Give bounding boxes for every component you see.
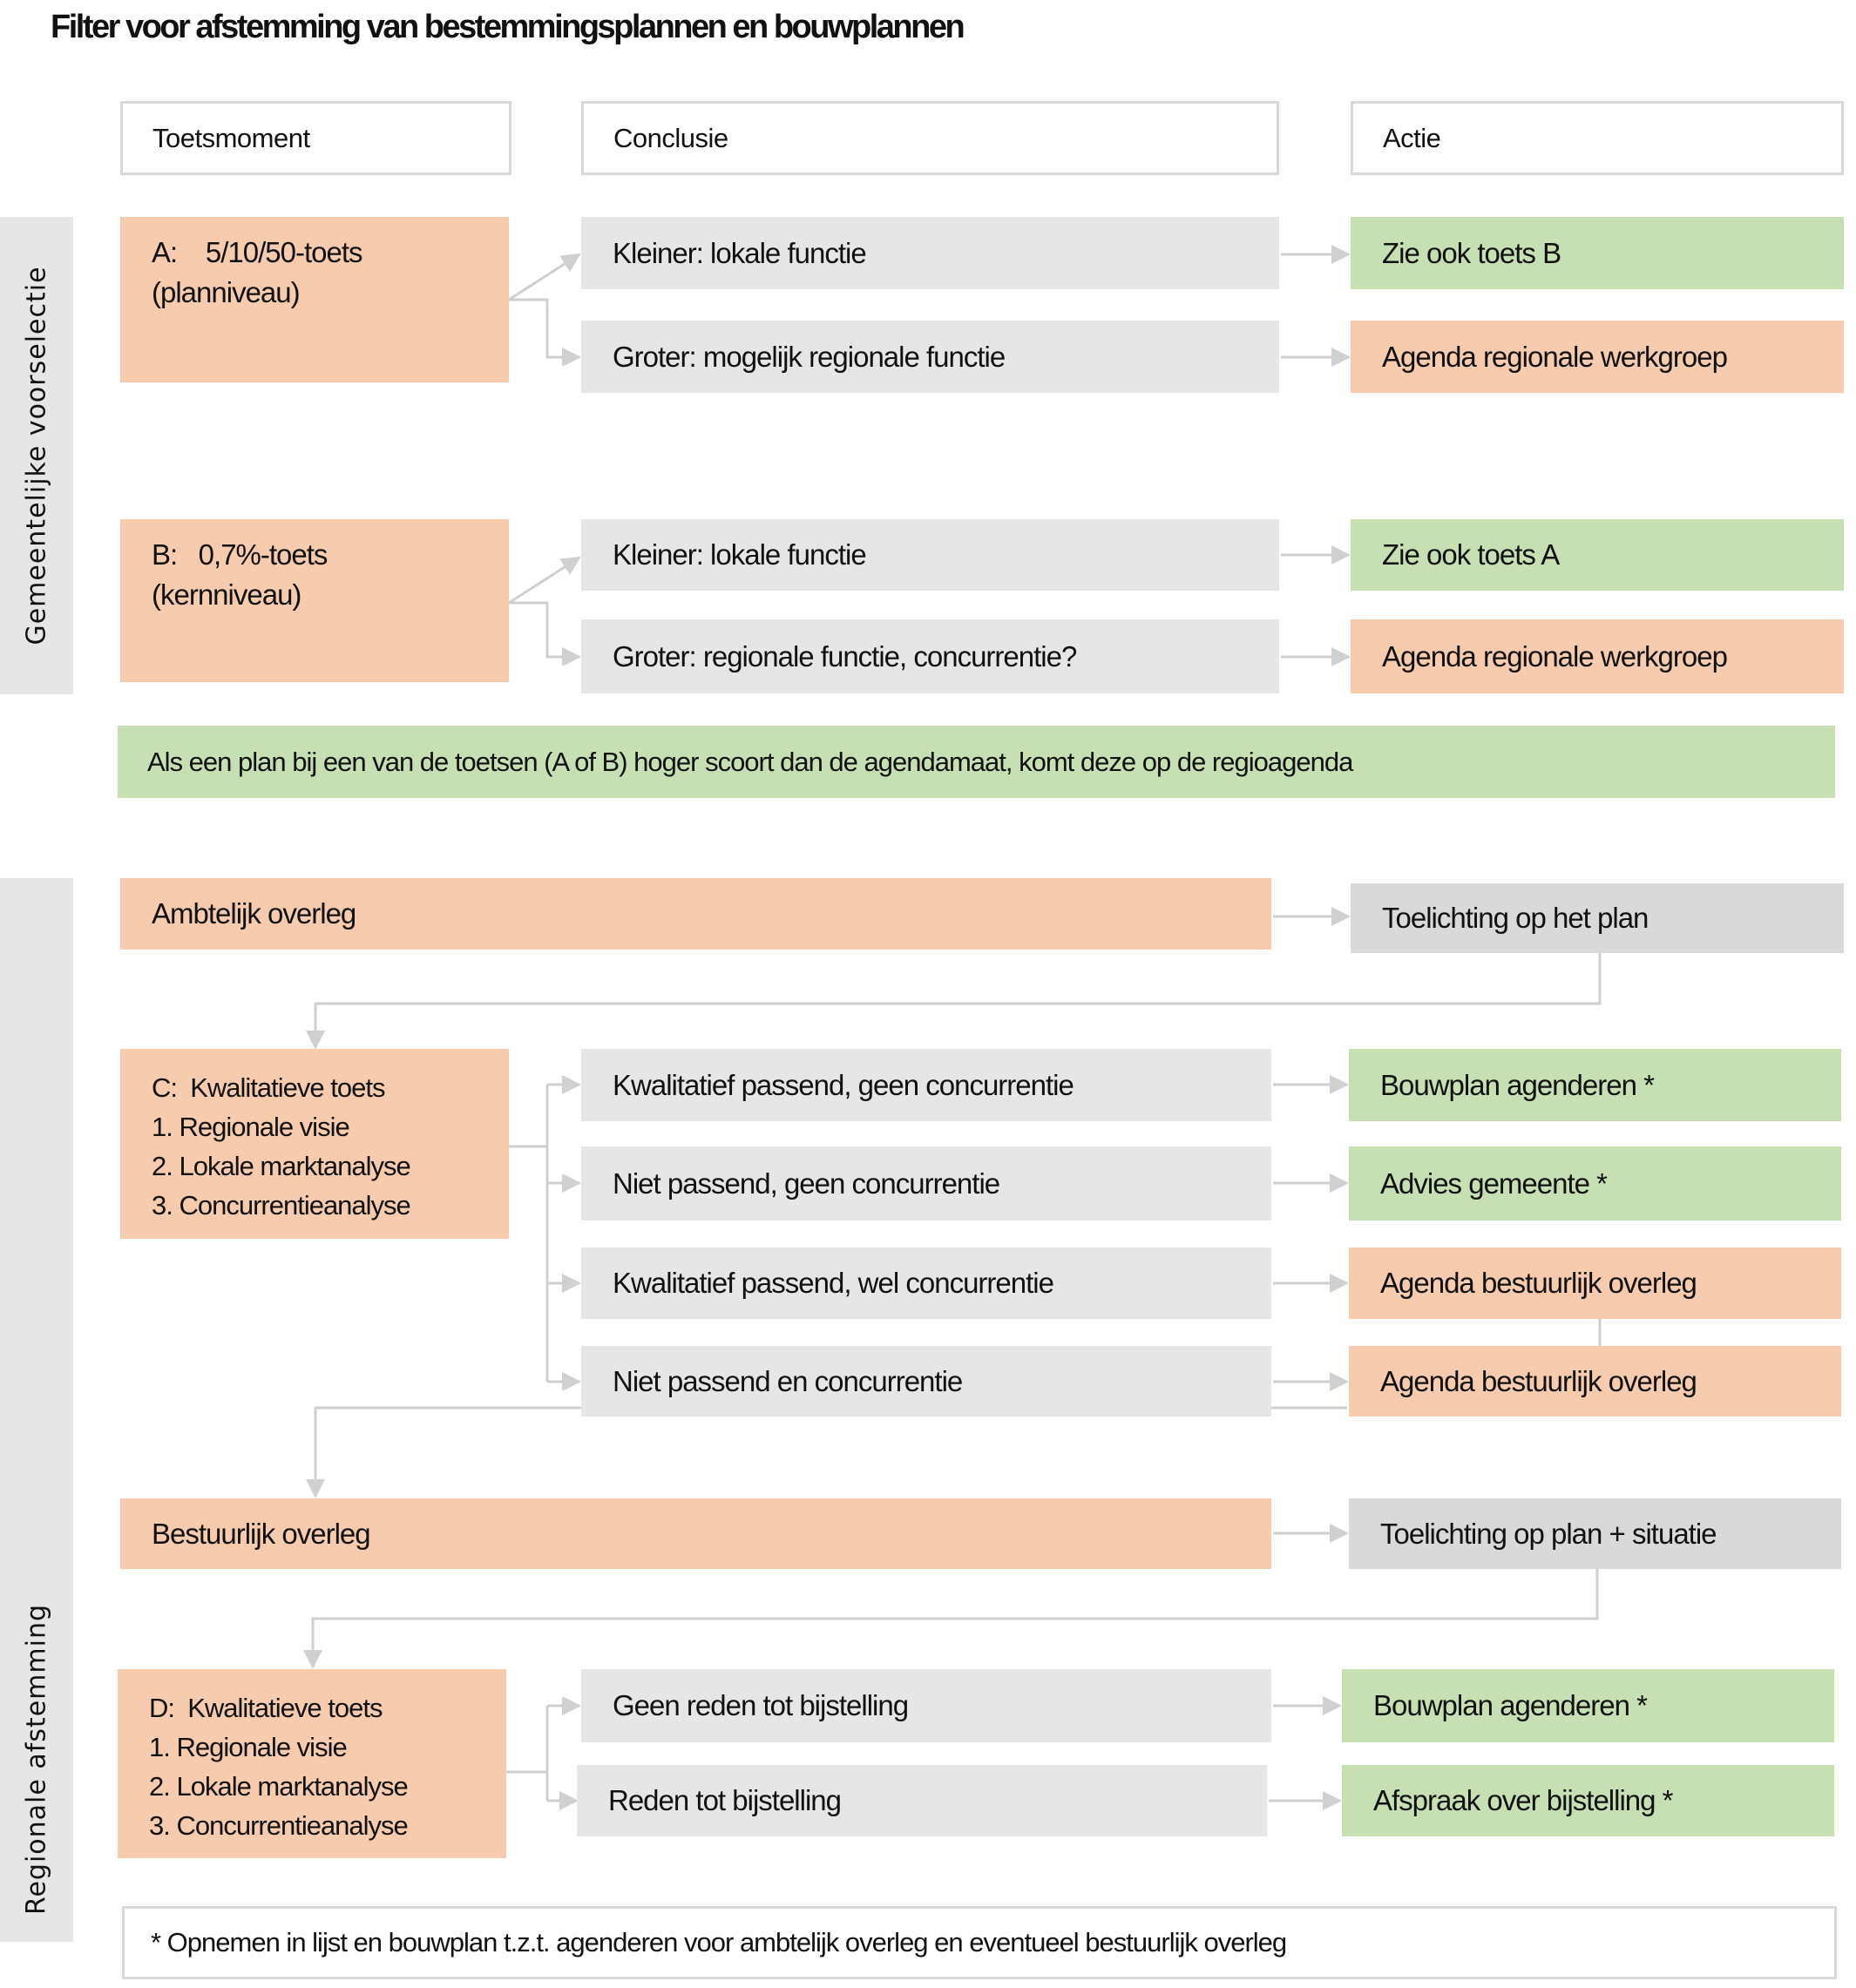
bestuurlijk-actie: Toelichting op plan + situatie <box>1349 1498 1841 1569</box>
toets-c-actie-3: Agenda bestuurlijk overleg <box>1349 1248 1841 1319</box>
toets-a-title: A: 5/10/50-toets <box>152 236 362 268</box>
header-conclusie: Conclusie <box>581 101 1279 175</box>
toets-d-item-1: 1. Regionale visie <box>149 1732 347 1762</box>
connector-agenda-to-bestuurlijk <box>315 1408 1347 1497</box>
connector-a-down <box>509 300 579 357</box>
toets-c-item-2: 2. Lokale marktanalyse <box>152 1151 410 1181</box>
toets-b-conclusie-1: Kleiner: lokale functie <box>581 519 1279 591</box>
footnote: * Opnemen in lijst en bouwplan t.z.t. agenderen voor ambtelijk overleg en eventueel bestuurlijk overleg <box>122 1906 1837 1979</box>
toets-d-item-3: 3. Concurrentieanalyse <box>149 1810 408 1841</box>
header-toetsmoment: Toetsmoment <box>120 101 511 175</box>
toets-c-item-1: 1. Regionale visie <box>152 1112 349 1142</box>
connector-toelichting-to-c <box>315 953 1600 1048</box>
connector-a-up <box>509 254 579 300</box>
toets-a-actie-1: Zie ook toets B <box>1351 217 1844 289</box>
toets-c-conclusie-2: Niet passend, geen concurrentie <box>581 1146 1271 1221</box>
section-label: Regionale afstemming <box>21 1603 52 1915</box>
toets-c-title: C: Kwalitatieve toets <box>152 1072 385 1103</box>
toets-c-actie-1: Bouwplan agenderen * <box>1349 1049 1841 1121</box>
ambtelijk-actie: Toelichting op het plan <box>1351 883 1844 953</box>
toets-c-conclusie-4: Niet passend en concurrentie <box>581 1346 1271 1417</box>
toets-c-actie-2: Advies gemeente * <box>1349 1146 1841 1221</box>
agenda-note: Als een plan bij een van de toetsen (A of B) hoger scoort dan de agendamaat, komt deze op de regioagenda <box>118 726 1835 798</box>
toets-c-box <box>120 1049 509 1239</box>
toets-d-actie-1: Bouwplan agenderen * <box>1342 1669 1834 1742</box>
bestuurlijk-overleg-box: Bestuurlijk overleg <box>120 1498 1271 1569</box>
section-label: Gemeentelijke voorselectie <box>21 266 52 646</box>
toets-b-box <box>120 519 509 682</box>
toets-b-actie-2: Agenda regionale werkgroep <box>1351 619 1844 693</box>
ambtelijk-overleg-box: Ambtelijk overleg <box>120 878 1271 950</box>
toets-a-subtitle: (planniveau) <box>152 276 300 308</box>
section-regionale-afstemming <box>0 878 73 1942</box>
toets-b-actie-1: Zie ook toets A <box>1351 519 1844 591</box>
toets-d-item-2: 2. Lokale marktanalyse <box>149 1771 408 1802</box>
toets-a-actie-2: Agenda regionale werkgroep <box>1351 321 1844 393</box>
toets-d-box <box>118 1669 506 1858</box>
toets-b-conclusie-2: Groter: regionale functie, concurrentie? <box>581 619 1279 693</box>
toets-d-title: D: Kwalitatieve toets <box>149 1693 383 1723</box>
page-title: Filter voor afstemming van bestemmingsplannen en bouwplannen <box>51 9 964 45</box>
toets-b-title: B: 0,7%-toets <box>152 538 328 571</box>
connector-b-down <box>509 603 579 657</box>
toets-a-conclusie-2: Groter: mogelijk regionale functie <box>581 321 1279 393</box>
section-gemeentelijke-voorselectie <box>0 217 73 694</box>
toets-c-conclusie-3: Kwalitatief passend, wel concurrentie <box>581 1248 1271 1319</box>
header-actie: Actie <box>1351 101 1844 175</box>
toets-c-actie-4: Agenda bestuurlijk overleg <box>1349 1346 1841 1417</box>
toets-d-conclusie-1: Geen reden tot bijstelling <box>581 1669 1271 1742</box>
toets-a-box <box>120 217 509 382</box>
connector-toelichting-to-d <box>313 1569 1597 1667</box>
toets-a-conclusie-1: Kleiner: lokale functie <box>581 217 1279 289</box>
toets-c-conclusie-1: Kwalitatief passend, geen concurrentie <box>581 1049 1271 1121</box>
toets-d-conclusie-2: Reden tot bijstelling <box>577 1765 1267 1836</box>
toets-d-actie-2: Afspraak over bijstelling * <box>1342 1765 1834 1836</box>
connector-b-up <box>509 558 579 603</box>
toets-c-item-3: 3. Concurrentieanalyse <box>152 1190 410 1221</box>
toets-b-subtitle: (kernniveau) <box>152 578 301 611</box>
